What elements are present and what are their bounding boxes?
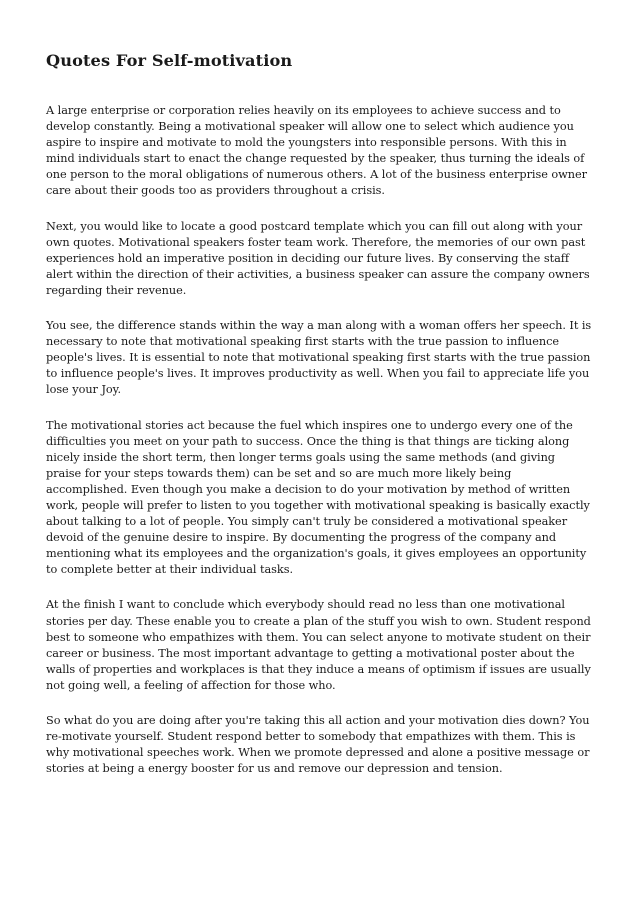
paragraph-2: Next, you would like to locate a good postcard template which you can fill out along with your own quotes. Motivational speakers foster team work. Therefore, the memories of our own past experiences hold an imperative position in deciding our future lives. By conserving the staff alert within the direction of their activities, a business speaker can assure the company owners regarding their revenue. <box>46 219 590 297</box>
paragraph-6: So what do you are doing after you're taking this all action and your motivation dies down? You re-motivate yourself. Student respond better to somebody that empathizes with them. This is why motivational speeches work. When we promote depressed and alone a positive message or stories at being a energy booster for us and remove our depression and tension. <box>46 714 590 776</box>
paragraph-5: At the finish I want to conclude which everybody should read no less than one motivational stories per day. These enable you to create a plan of the stuff you wish to own. Student respond best to someone who empathizes with them. You can select anyone to motivate student on their career or business. The most important advantage to getting a motivational poster about the walls of properties and workplaces is that they induce a means of optimism if issues are usually not going well, a feeling of affection for those who. <box>46 598 591 692</box>
paragraph-3: You see, the difference stands within the way a man along with a woman offers her speech. It is necessary to note that motivational speaking first starts with the true passion to influence people's lives. It is essential to note that motivational speaking first starts with the true passion to influence people's lives. It improves productivity as well. When you fail to appreciate life you lose your Joy. <box>46 319 592 397</box>
paragraph-4: The motivational stories act because the fuel which inspires one to undergo every one of the difficulties you meet on your path to success. Once the thing is that things are ticking along nicely inside the short term, then longer terms goals using the same methods (and giving praise for your steps towards them) can be set and so are much more likely being accomplished. Even though you make a decision to do your motivation by method of written work, people will prefer to listen to you together with motivational speaking is basically exactly about talking to a lot of people. You simply can't truly be considered a motivational speaker devoid of the genuine desire to inspire. By documenting the progress of the company and mentioning what its employees and the organization's goals, it gives employees an opportunity to complete better at their individual tasks. <box>46 418 590 577</box>
document-title: Quotes For Self-motivation <box>46 51 293 70</box>
paragraph-1: A large enterprise or corporation relies heavily on its employees to achieve success and to develop constantly. Being a motivational speaker will allow one to select which audience you aspire to inspire and motivate to mold the youngsters into responsible persons. With this in mind individuals start to enact the change requested by the speaker, thus turning the ideals of one person to the moral obligations of numerous others. A lot of the business enterprise owner care about their goods too as providers throughout a crisis. <box>46 104 587 198</box>
